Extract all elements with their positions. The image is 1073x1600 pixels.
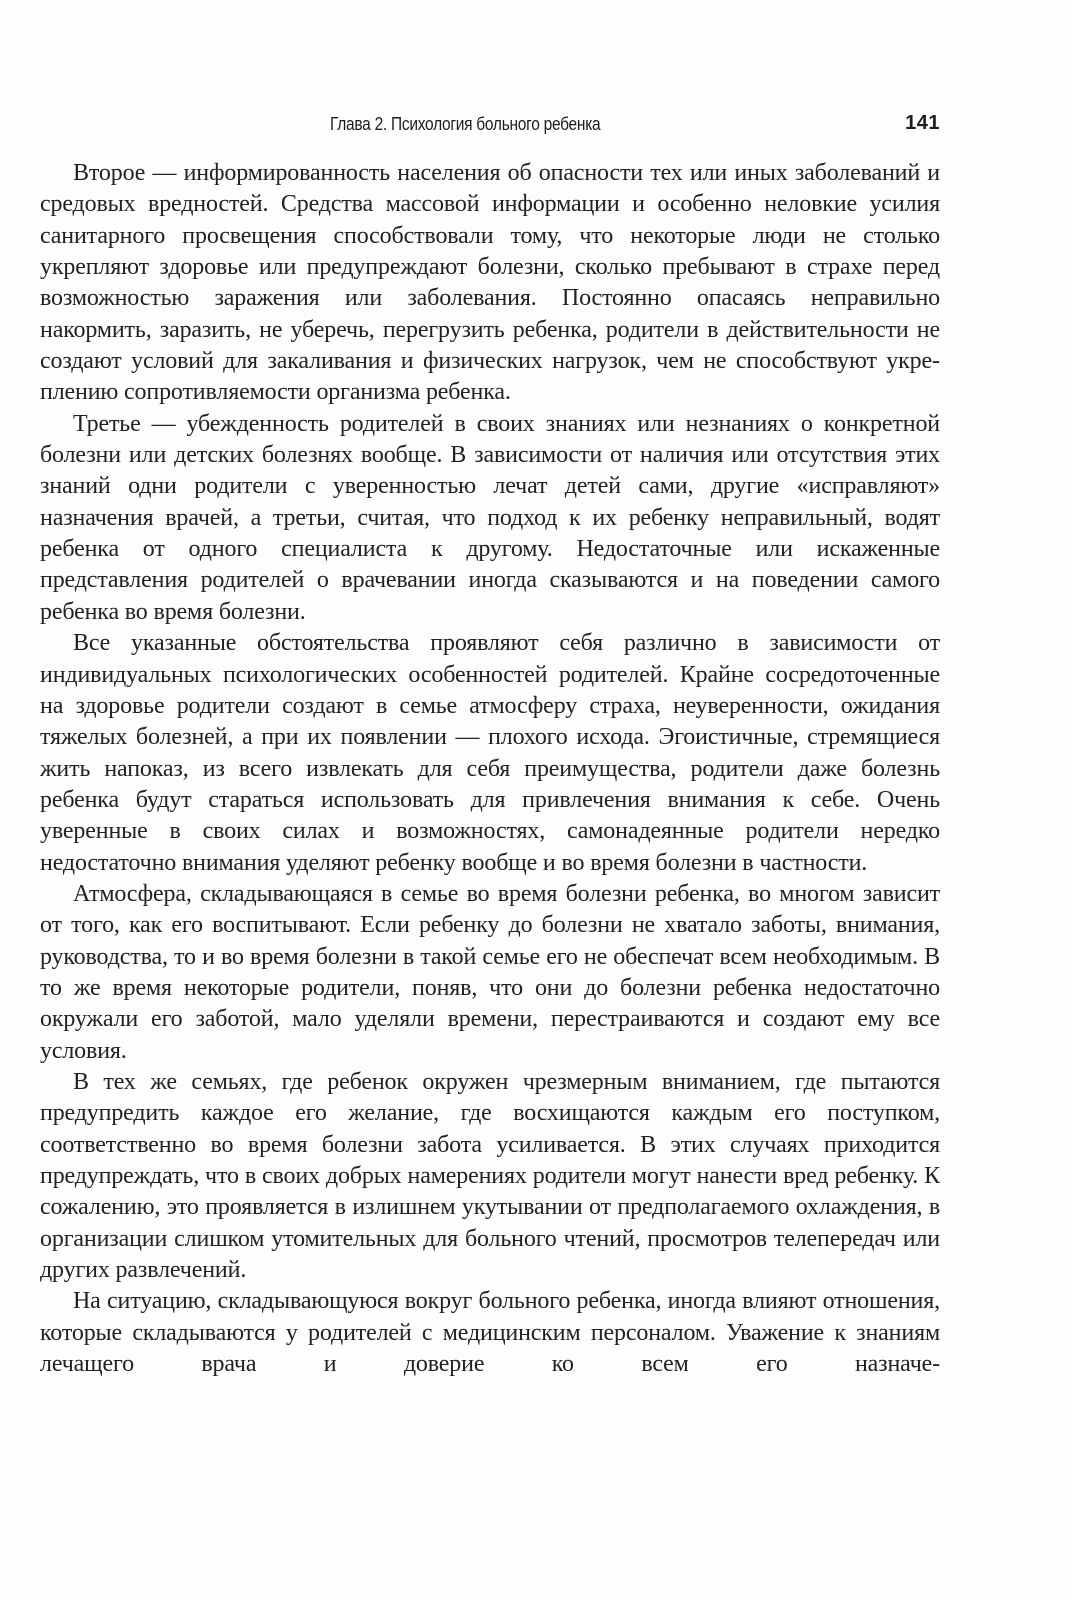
body-text: [40, 158, 940, 1380]
paragraph: В тех же семьях, где ребенок окружен чрезмерным вниманием, где пытаются предупредить каждое его желание, где восхищаются каждым его поступком, соответственно во время болезни забота усиливается. В этих случаях приходится предупреждать, что в своих добрых намерениях родители могут нанести вред ребенку. К сожалению, это проявляется в излишнем укутывании от предполагаемого охлаждения, в организации слишком утомительных для больного чтений, просмотров телепередач или других развлечений.: [40, 1068, 940, 1284]
paragraph: Второе — информированность населения об опасности тех или иных заболеваний и средовых вредностей. Средства массовой информации и особенно неловкие усилия санитарного просвещения способствовали тому, что некоторые люди не столько укрепляют здоровье или предупреждают болезни, сколько пребывают в страхе перед возможностью заражения или заболевания. Постоянно опасаясь неправильно накормить, заразить, не уберечь, перегрузить ребенка, родители в действительности не создают условий для закаливания и физических нагрузок, чем не способствуют укреплению сопротивляемости организма ребенка.: [40, 160, 940, 406]
page-number: 141: [905, 112, 940, 134]
running-title: Глава 2. Психология больного ребенка: [330, 114, 601, 134]
page-header: [40, 112, 940, 142]
paragraph: На ситуацию, складывающуюся вокруг больного ребенка, иногда влияют отношения, которые складываются у родителей с медицинским персоналом. Уважение к знаниям лечащего врача и доверие ко всем его назначе-: [40, 1288, 940, 1378]
paragraph: Все указанные обстоятельства проявляют себя различно в зависимости от индивидуальных психологических особенностей родителей. Крайне сосредоточенные на здоровье родители создают в семье атмосферу страха, неуверенности, ожидания тяжелых болезней, а при их появлении — плохого исхода. Эгоистичные, стремящиеся жить напоказ, из всего извлекать для себя преимущества, родители даже болезнь ребенка будут стараться использовать для привлечения внимания к себе. Очень уверенные в своих силах и возможностях, самонадеянные родители нередко недостаточно внимания уделяют ребенку вообще и во время болезни в частности.: [40, 630, 940, 876]
paragraph: Атмосфера, складывающаяся в семье во время болезни ребенка, во многом зависит от того, как его воспитывают. Если ребенку до болезни не хватало заботы, внимания, руководства, то и во время болезни в такой семье его не обеспечат всем необходимым. В то же время некоторые родители, поняв, что они до болезни ребенка недостаточно окружали его заботой, мало уделяли времени, перестраиваются и создают ему все условия.: [40, 880, 940, 1064]
paragraph: Третье — убежденность родителей в своих знаниях или незнаниях о конкретной болезни или детских болезнях вообще. В зависимости от наличия или отсутствия этих знаний одни родители с уверенностью лечат детей сами, другие «исправляют» назначения врачей, а третьи, считая, что подход к их ребенку неправильный, водят ребенка от одного специалиста к другому. Недостаточные или искаженные представления родителей о врачевании иногда сказываются и на поведении самого ребенка во время болезни.: [40, 410, 940, 625]
